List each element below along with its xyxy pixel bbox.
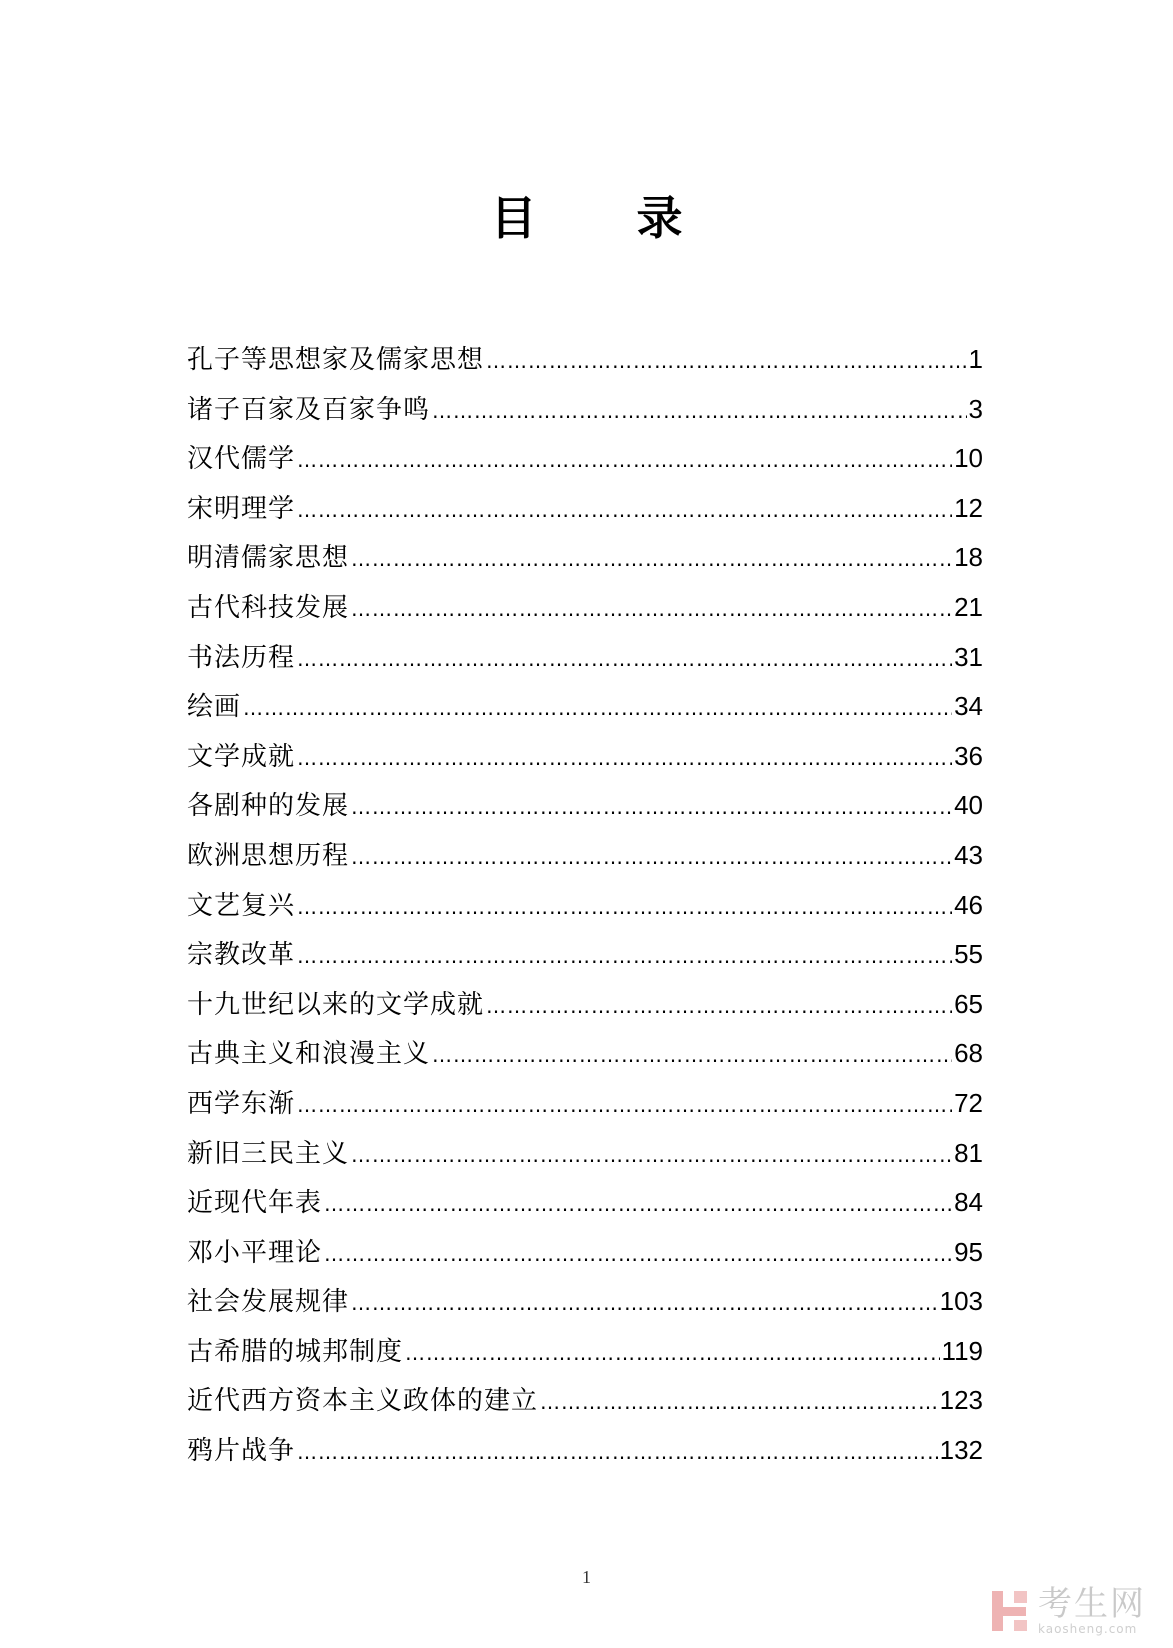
toc-entry-page: 68	[954, 1038, 983, 1069]
watermark-text	[1038, 1584, 1146, 1636]
toc-entry[interactable]	[187, 385, 983, 435]
toc-entry[interactable]	[187, 930, 983, 980]
toc-entry-page: 95	[954, 1236, 983, 1267]
toc-entry[interactable]	[187, 434, 983, 484]
toc-entry-page: 1	[968, 344, 983, 374]
toc-entry[interactable]	[187, 484, 983, 534]
page-title: 目 录	[490, 191, 725, 245]
toc-dot-leader	[297, 635, 952, 685]
toc-entry[interactable]	[187, 1376, 983, 1426]
toc-entry-title: 近代西方资本主义政体的建立	[187, 1386, 539, 1417]
toc-entry-page: 65	[954, 988, 983, 1019]
toc-entry-title: 十九世纪以来的文学成就	[187, 989, 485, 1020]
toc-entry-page: 3	[968, 393, 983, 424]
toc-entry[interactable]	[187, 633, 983, 683]
toc-entry-page: 123	[939, 1385, 983, 1416]
table-of-contents	[187, 335, 983, 1476]
toc-entry-title: 孔子等思想家及儒家思想	[187, 345, 485, 375]
toc-dot-leader	[243, 684, 952, 734]
toc-entry-title: 绘画	[187, 692, 242, 723]
toc-entry-page: 10	[954, 443, 983, 474]
toc-dot-leader	[351, 1279, 938, 1329]
toc-entry[interactable]	[187, 583, 983, 633]
toc-entry-title: 古典主义和浪漫主义	[187, 1039, 431, 1070]
watermark-en: kaosheng.com	[1038, 1622, 1138, 1636]
toc-entry-title: 汉代儒学	[187, 444, 296, 475]
toc-dot-leader	[351, 783, 952, 833]
toc-dot-leader	[486, 982, 952, 1032]
toc-dot-leader	[405, 1329, 940, 1379]
toc-entry[interactable]	[187, 781, 983, 831]
watermark	[990, 1584, 1165, 1638]
toc-entry-page: 55	[954, 939, 983, 970]
toc-dot-leader	[297, 1081, 952, 1131]
toc-entry[interactable]	[187, 1079, 983, 1129]
toc-entry-page: 43	[954, 839, 983, 870]
toc-entry-title: 文艺复兴	[187, 890, 296, 921]
toc-entry[interactable]	[187, 682, 983, 732]
toc-entry[interactable]	[187, 1426, 983, 1476]
toc-dot-leader	[486, 337, 967, 387]
toc-entry[interactable]	[187, 1277, 983, 1327]
toc-entry-page: 81	[954, 1137, 983, 1168]
toc-entry-title: 宋明理学	[187, 493, 296, 524]
toc-entry-page: 40	[954, 790, 983, 821]
toc-entry-title: 宗教改革	[187, 940, 296, 971]
toc-dot-leader	[351, 833, 952, 883]
toc-entry-page: 31	[954, 641, 983, 672]
toc-entry-title: 近现代年表	[187, 1188, 323, 1219]
toc-entry-title: 社会发展规律	[187, 1287, 350, 1318]
toc-dot-leader	[351, 535, 952, 585]
toc-dot-leader	[297, 883, 952, 933]
toc-entry-page: 34	[954, 691, 983, 722]
toc-entry-page: 103	[939, 1286, 983, 1317]
toc-dot-leader	[297, 932, 952, 982]
toc-entry-page: 84	[954, 1187, 983, 1218]
toc-entry-page: 12	[954, 492, 983, 523]
kaosheng-logo-icon	[990, 1589, 1030, 1633]
toc-entry-title: 明清儒家思想	[187, 543, 350, 574]
toc-entry-title: 邓小平理论	[187, 1237, 323, 1268]
toc-entry[interactable]	[187, 831, 983, 881]
toc-entry[interactable]	[187, 980, 983, 1030]
toc-entry-page: 18	[954, 542, 983, 573]
toc-entry[interactable]	[187, 1327, 983, 1377]
toc-dot-leader	[297, 486, 952, 536]
toc-entry-page: 36	[954, 740, 983, 771]
toc-entry-title: 书法历程	[187, 642, 296, 673]
toc-dot-leader	[297, 1428, 938, 1478]
toc-dot-leader	[297, 436, 952, 486]
toc-dot-leader	[540, 1378, 938, 1428]
toc-entry[interactable]	[187, 1228, 983, 1278]
toc-dot-leader	[432, 387, 967, 437]
toc-entry-page: 46	[954, 889, 983, 920]
toc-entry[interactable]	[187, 732, 983, 782]
toc-entry-title: 诸子百家及百家争鸣	[187, 394, 431, 425]
toc-entry-page: 21	[954, 591, 983, 622]
toc-entry[interactable]	[187, 1129, 983, 1179]
toc-dot-leader	[432, 1031, 952, 1081]
toc-entry-title: 文学成就	[187, 741, 296, 772]
toc-entry[interactable]	[187, 881, 983, 931]
page-number: 1	[582, 1567, 591, 1587]
toc-dot-leader	[324, 1180, 952, 1230]
toc-dot-leader	[324, 1230, 952, 1280]
toc-entry-page: 72	[954, 1087, 983, 1118]
toc-entry-title: 鸦片战争	[187, 1436, 296, 1467]
toc-dot-leader	[351, 585, 952, 635]
toc-entry-title: 西学东渐	[187, 1088, 296, 1119]
toc-dot-leader	[297, 734, 952, 784]
toc-entry[interactable]	[187, 533, 983, 583]
toc-dot-leader	[351, 1131, 952, 1181]
toc-entry-title: 古代科技发展	[187, 592, 350, 623]
toc-entry[interactable]	[187, 1178, 983, 1228]
toc-entry-title: 各剧种的发展	[187, 791, 350, 822]
watermark-cn: 考生网	[1038, 1584, 1146, 1624]
toc-entry-title: 古希腊的城邦制度	[187, 1336, 404, 1367]
toc-entry-title: 欧洲思想历程	[187, 840, 350, 871]
toc-entry-title: 新旧三民主义	[187, 1138, 350, 1169]
toc-entry-page: 119	[941, 1335, 983, 1366]
toc-entry[interactable]	[187, 1029, 983, 1079]
toc-entry-page: 132	[939, 1435, 983, 1466]
toc-entry[interactable]	[187, 335, 983, 385]
